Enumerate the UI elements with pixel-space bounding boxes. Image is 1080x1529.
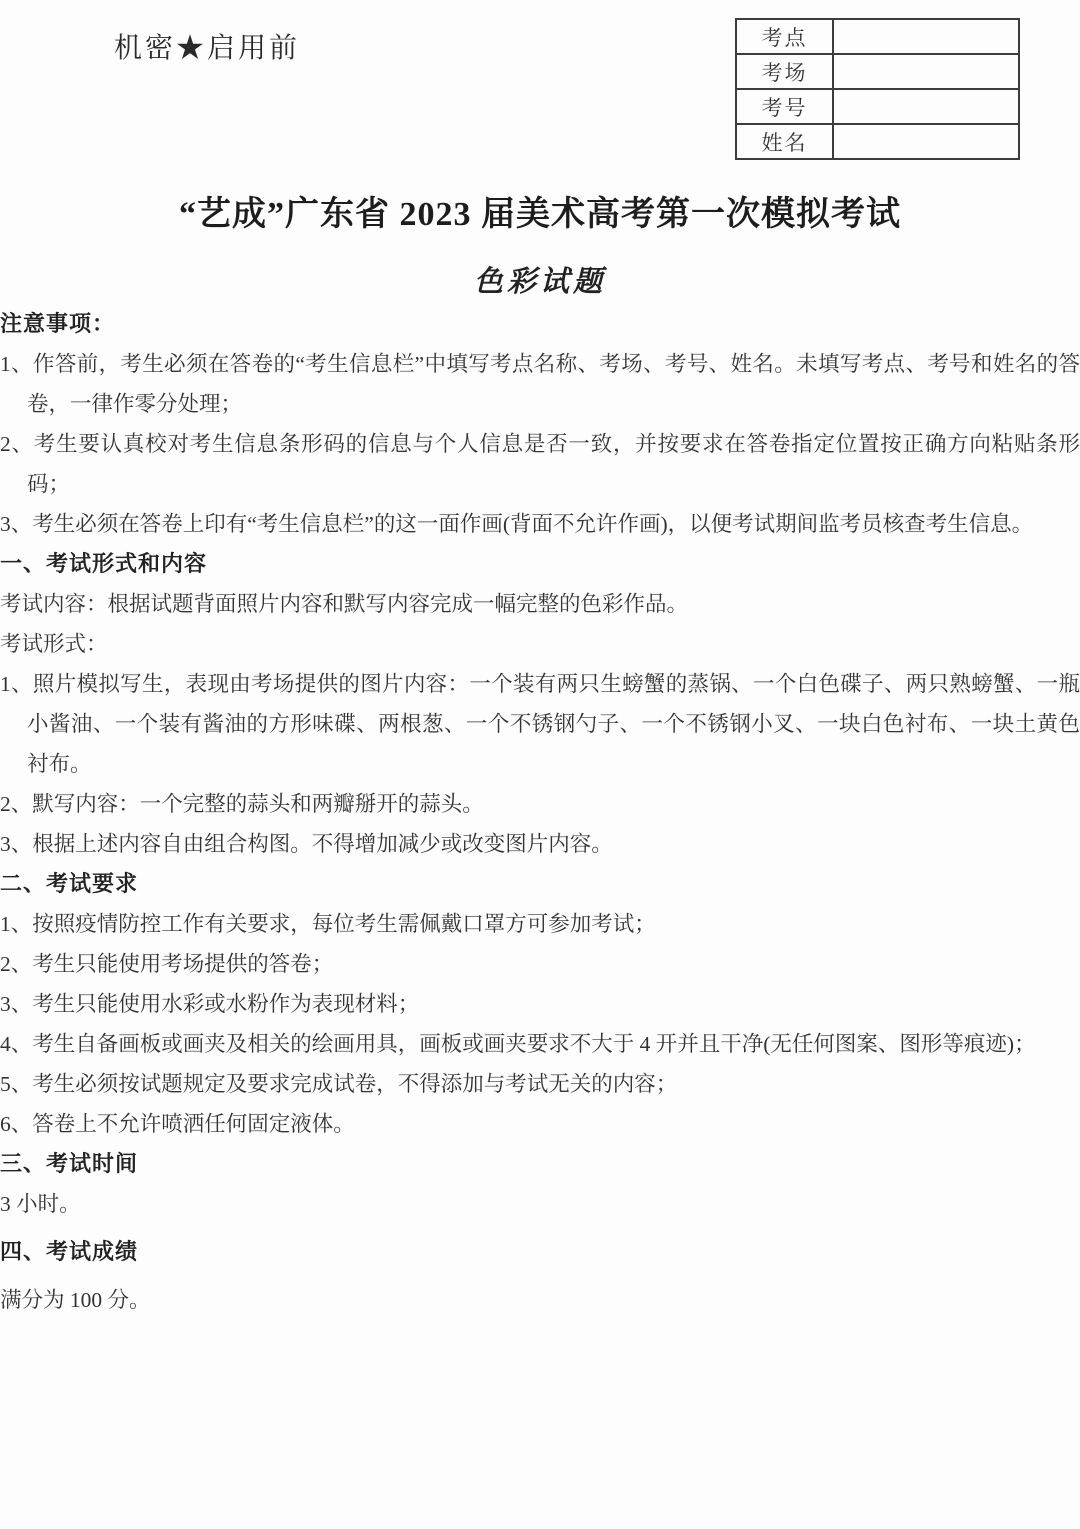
section-heading-score: 四、考试成绩 (0, 1239, 139, 1264)
form-item-3: 3、根据上述内容自由组合构图。不得增加减少或改变图片内容。 (0, 832, 613, 856)
note-item-1: 1、作答前，考生必须在答卷的“考生信息栏”中填写考点名称、考场、考号、姓名。未填写考点、考号和姓名的答卷，一律作零分处理； (0, 352, 1080, 416)
info-label-exam-number: 考号 (736, 89, 833, 124)
info-label-name: 姓名 (736, 124, 833, 159)
notes-heading: 注意事项： (0, 311, 116, 336)
exam-form-para: 考试形式： (0, 632, 108, 656)
info-row-exam-number (736, 89, 1019, 124)
form-item-2: 2、默写内容：一个完整的蒜头和两瓣掰开的蒜头。 (0, 792, 484, 816)
confidential-stamp: 机密★启用前 (114, 33, 301, 64)
exam-subtitle: 色彩试题 (473, 266, 606, 298)
info-row-exam-site (736, 19, 1019, 54)
requirement-item-2: 2、考生只能使用考场提供的答卷； (0, 952, 334, 976)
info-label-exam-room: 考场 (736, 54, 833, 89)
info-label-exam-site: 考点 (736, 19, 833, 54)
exam-body (0, 304, 1080, 1320)
note-item-2: 2、考生要认真校对考生信息条形码的信息与个人信息是否一致，并按要求在答卷指定位置按正确方向粘贴条形码； (0, 432, 1080, 496)
info-value-exam-site (833, 19, 1019, 54)
section-heading-requirements: 二、考试要求 (0, 871, 139, 896)
candidate-info-table (735, 18, 1020, 160)
form-item-1: 1、照片模拟写生，表现由考场提供的图片内容：一个装有两只生螃蟹的蒸锅、一个白色碟子、两只熟螃蟹、一瓶小酱油、一个装有酱油的方形味碟、两根葱、一个不锈钢勺子、一个不锈钢小叉、一块白色衬布、一块土黄色衬布。 (0, 672, 1080, 776)
note-item-3: 3、考生必须在答卷上印有“考生信息栏”的这一面作画(背面不允许作画)，以便考试期间监考员核查考生信息。 (0, 512, 1034, 536)
score-para: 满分为 100 分。 (0, 1288, 151, 1312)
info-value-exam-room (833, 54, 1019, 89)
info-row-exam-room (736, 54, 1019, 89)
requirement-item-1: 1、按照疫情防控工作有关要求，每位考生需佩戴口罩方可参加考试； (0, 912, 656, 936)
exam-content-para: 考试内容：根据试题背面照片内容和默写内容完成一幅完整的色彩作品。 (0, 592, 689, 616)
info-value-name (833, 124, 1019, 159)
exam-title: “艺成”广东省 2023 届美术高考第一次模拟考试 (179, 196, 901, 233)
requirement-item-4: 4、考生自备画板或画夹及相关的绘画用具，画板或画夹要求不大于 4 开并且干净(无任何图案、图形等痕迹)； (0, 1032, 1036, 1056)
info-value-exam-number (833, 89, 1019, 124)
section-heading-form-content: 一、考试形式和内容 (0, 551, 208, 576)
duration-para: 3 小时。 (0, 1192, 81, 1216)
requirement-item-3: 3、考生只能使用水彩或水粉作为表现材料； (0, 992, 420, 1016)
requirement-item-6: 6、答卷上不允许喷洒任何固定液体。 (0, 1112, 355, 1136)
info-row-name (736, 124, 1019, 159)
section-heading-duration: 三、考试时间 (0, 1151, 139, 1176)
requirement-item-5: 5、考生必须按试题规定及要求完成试卷，不得添加与考试无关的内容； (0, 1072, 678, 1096)
